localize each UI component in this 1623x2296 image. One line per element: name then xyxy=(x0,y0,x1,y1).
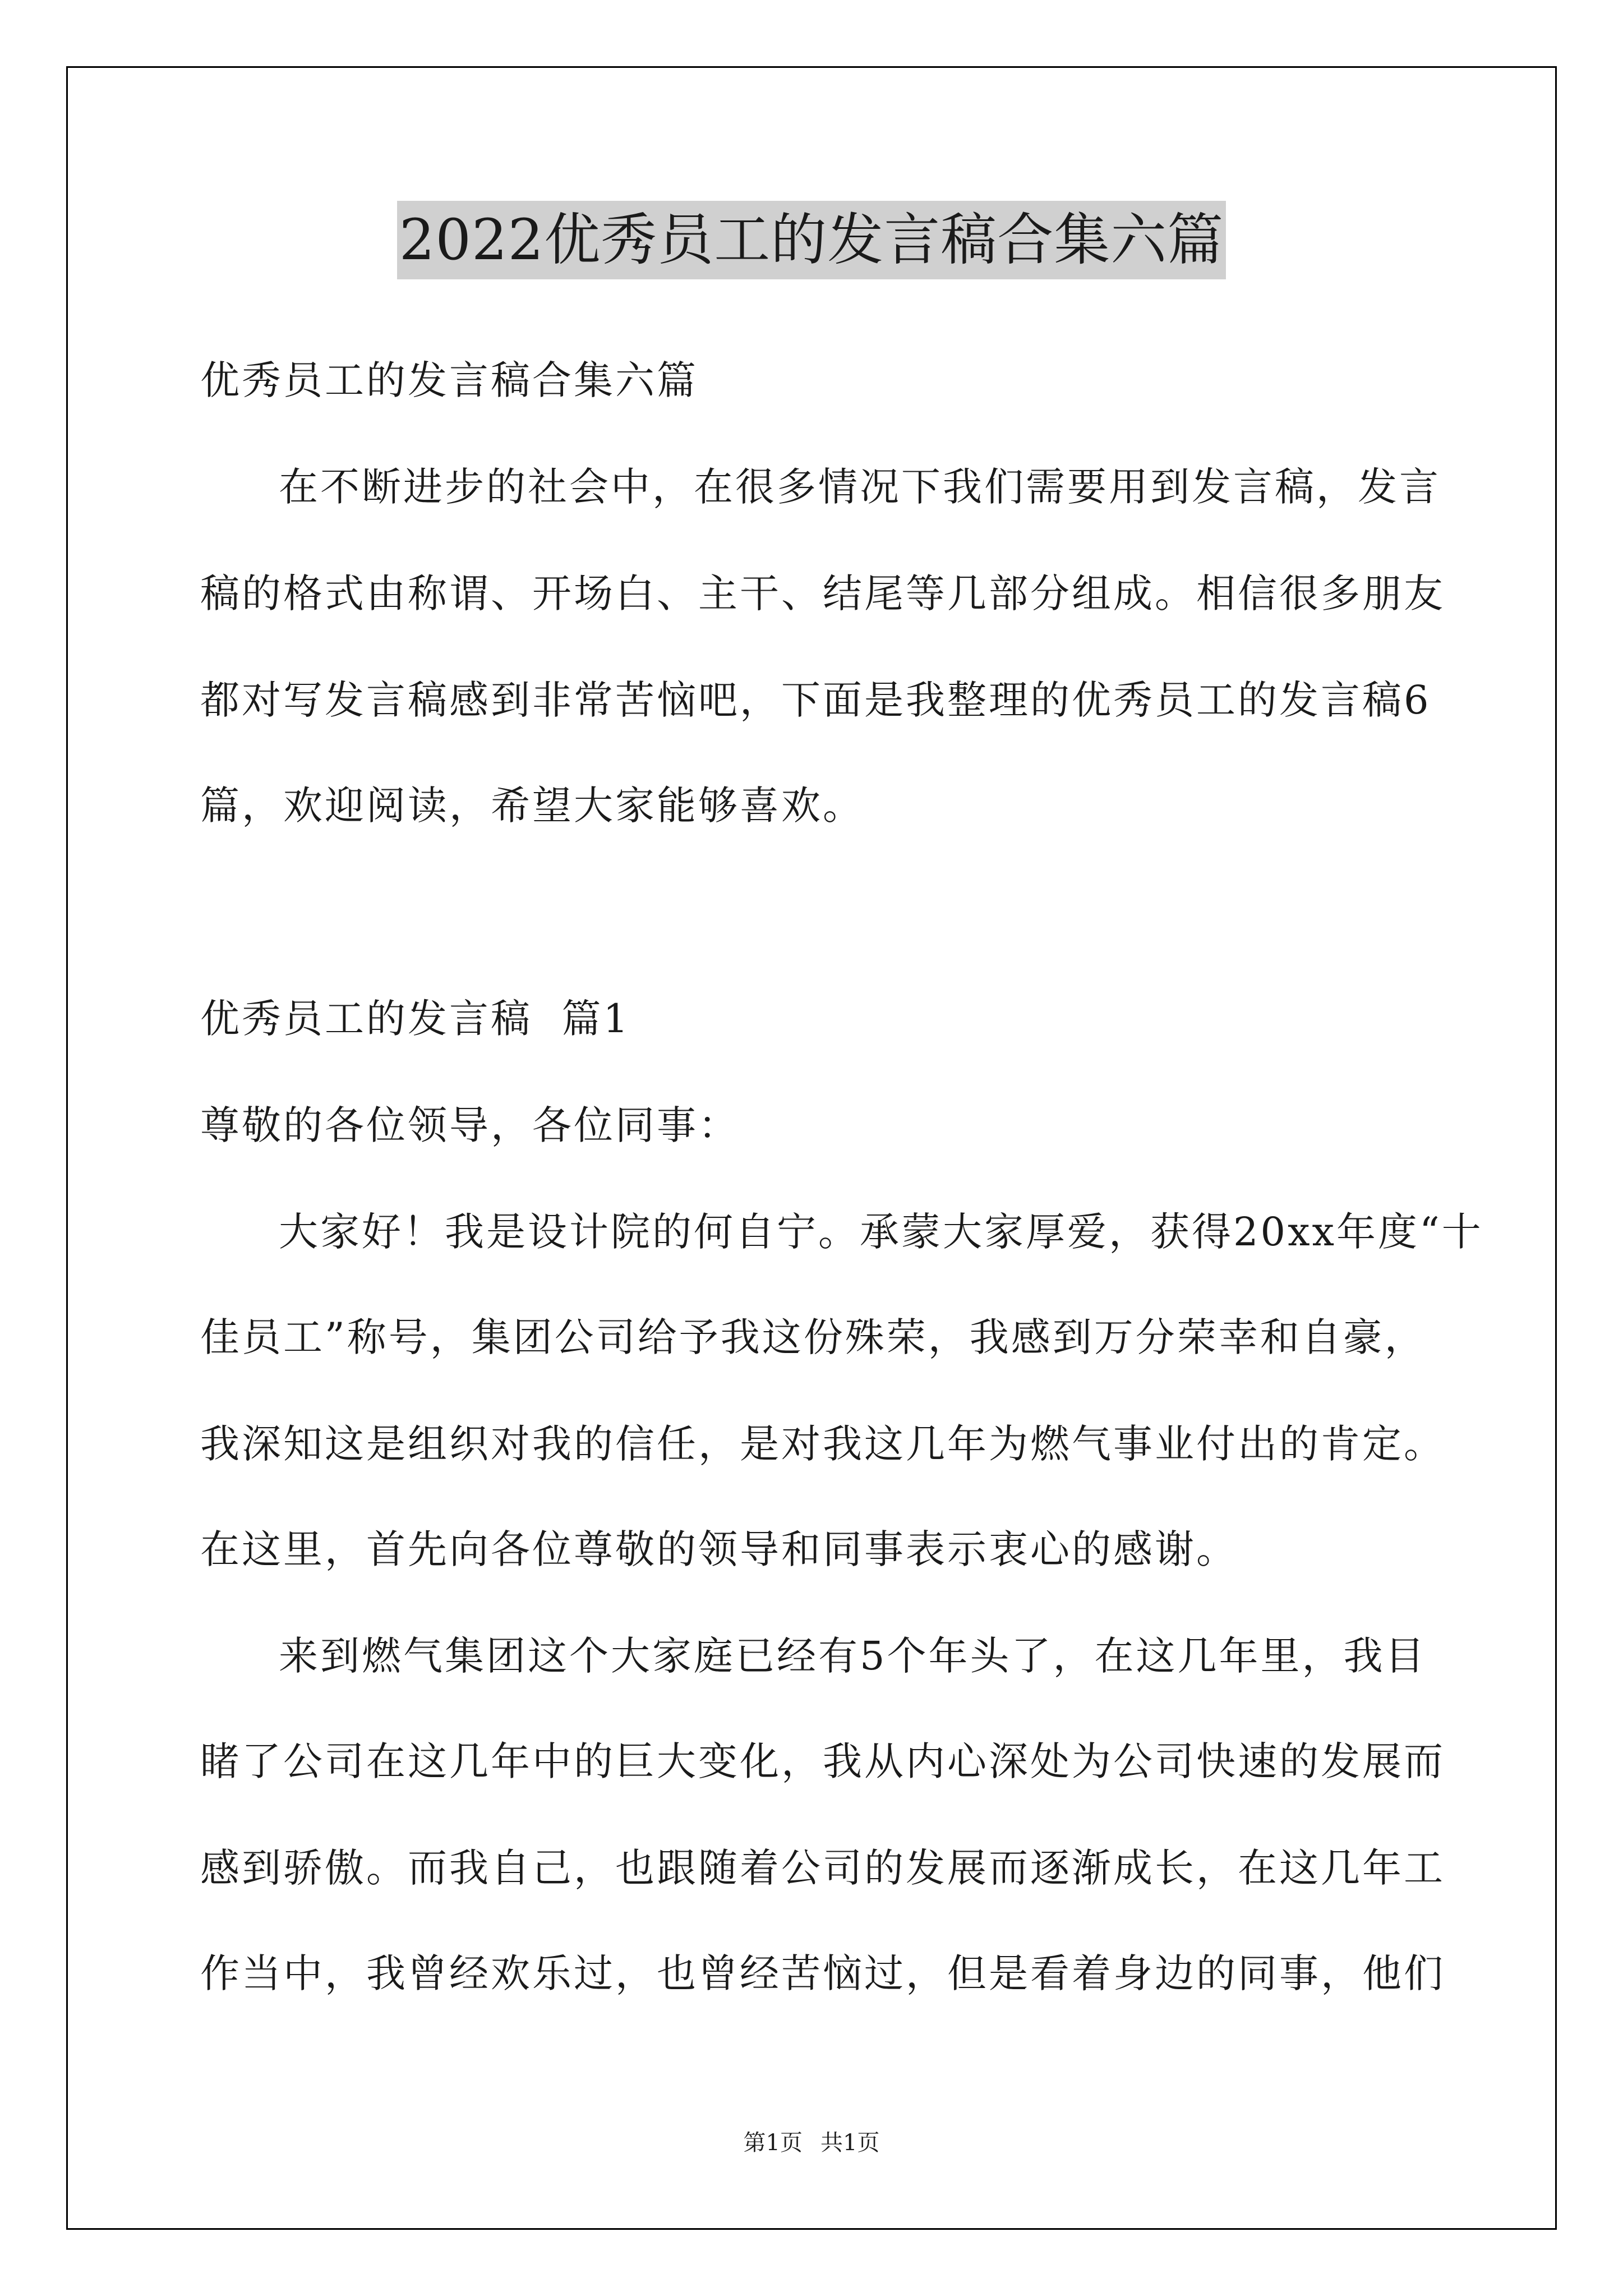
intro-line: 稿的格式由称谓、开场白、主干、结尾等几部分组成。相信很多朋友 xyxy=(200,570,1445,616)
intro-line: 在不断进步的社会中，在很多情况下我们需要用到发言稿，发言 xyxy=(279,464,1441,510)
intro-line: 篇，欢迎阅读，希望大家能够喜欢。 xyxy=(200,783,864,829)
page-number-total: 共1页 xyxy=(820,2130,880,2156)
section-heading: 优秀员工的发言稿 篇1 xyxy=(200,996,631,1042)
document-title: 2022优秀员工的发言稿合集六篇 xyxy=(397,201,1227,279)
paragraph-line: 我深知这是组织对我的信任，是对我这几年为燃气事业付出的肯定。 xyxy=(200,1421,1445,1467)
paragraph-line: 作当中，我曾经欢乐过，也曾经苦恼过，但是看着身边的同事，他们 xyxy=(200,1950,1445,1996)
paragraph-line: 感到骄傲。而我自己，也跟随着公司的发展而逐渐成长，在这几年工 xyxy=(200,1845,1445,1891)
paragraph-line: 在这里，首先向各位尊敬的领导和同事表示衷心的感谢。 xyxy=(200,1526,1238,1572)
page-number-current: 第1页 xyxy=(743,2130,803,2156)
document-subtitle: 优秀员工的发言稿合集六篇 xyxy=(200,357,698,403)
salutation: 尊敬的各位领导，各位同事： xyxy=(200,1102,740,1148)
title-container xyxy=(0,201,1623,279)
page-footer xyxy=(0,2127,1623,2159)
paragraph-line: 睹了公司在这几年中的巨大变化，我从内心深处为公司快速的发展而 xyxy=(200,1738,1445,1784)
paragraph-line: 佳员工”称号，集团公司给予我这份殊荣，我感到万分荣幸和自豪， xyxy=(200,1314,1426,1360)
intro-line: 都对写发言稿感到非常苦恼吧，下面是我整理的优秀员工的发言稿6 xyxy=(200,677,1431,723)
paragraph-line: 来到燃气集团这个大家庭已经有5个年头了，在这几年里，我目 xyxy=(279,1633,1427,1679)
paragraph-line: 大家好！我是设计院的何自宁。承蒙大家厚爱，获得20xx年度“十 xyxy=(279,1209,1483,1255)
